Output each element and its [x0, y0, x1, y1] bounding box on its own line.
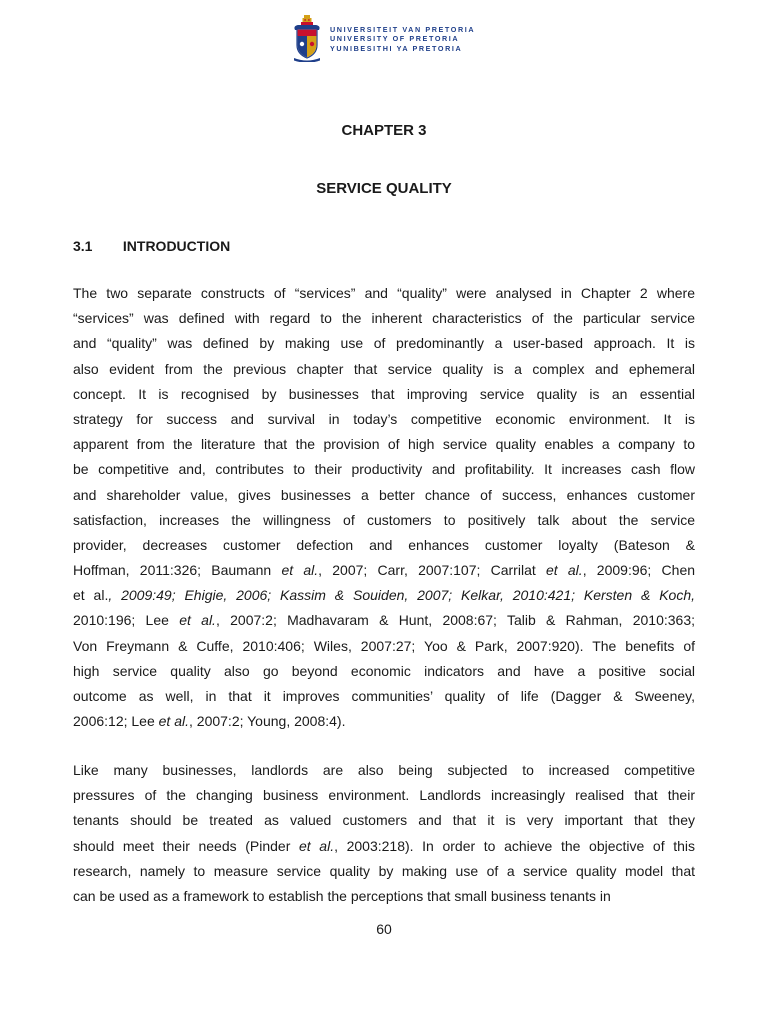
text-segment: , 2003:218). In order to achieve the objective of this [334, 837, 695, 854]
chapter-title: SERVICE QUALITY [316, 180, 452, 197]
text-segment: concept. It is recognised by businesses that improving service quality is an essential [73, 385, 695, 402]
text-segment: , 2007:2; Madhavaram & Hunt, 2008:67; Talib & Rahman, 2010:363; [215, 612, 696, 629]
text-line [73, 634, 695, 659]
italic-text: et al. [179, 612, 216, 629]
text-segment: Like many businesses, landlords are also being subjected to increased competitive [73, 762, 695, 778]
text-segment: provider, decreases customer defection and enhances customer loyalty (Bateson & [73, 536, 695, 553]
text-segment: can be used as a framework to establish the perceptions that small business tenants in [73, 887, 611, 904]
text-line [73, 508, 695, 533]
text-segment: and “quality” was defined by making use of predominantly a user-based approach. It is [73, 335, 695, 352]
text-line [73, 357, 695, 382]
body-paragraph [73, 758, 695, 909]
text-line [73, 608, 695, 633]
section-heading [73, 238, 230, 254]
text-line [73, 306, 695, 331]
text-segment: be competitive and, contributes to their productivity and profitability. It increases cash flow [73, 461, 695, 478]
text-line [73, 834, 695, 859]
page-number: 60 [376, 921, 392, 937]
section-number: 3.1 [73, 238, 93, 254]
italic-text: , 2009:49; Ehigie, 2006; Kassim & Souiden, 2007; Kelkar, 2010:421; Kersten & Koch, [108, 587, 695, 604]
text-segment: The two separate constructs of “services” and “quality” were analysed in Chapter 2 where [73, 285, 695, 301]
text-line [73, 407, 695, 432]
text-line [73, 684, 695, 709]
university-name-sepedi: YUNIBESITHI YA PRETORIA [330, 43, 463, 53]
text-line [73, 483, 695, 508]
text-line [73, 281, 695, 306]
text-segment: strategy for success and survival in today’s competitive economic environment. It is [73, 410, 695, 427]
text-line [73, 533, 695, 558]
text-line [73, 758, 695, 783]
text-segment: , 2009:96; Chen [582, 562, 696, 579]
text-segment: also evident from the previous chapter that service quality is a complex and ephemeral [73, 360, 695, 377]
text-segment: tenants should be treated as valued customers and that it is very important that they [73, 812, 695, 829]
text-line [73, 457, 695, 482]
text-segment: apparent from the literature that the provision of high service quality enables a company to [73, 436, 695, 453]
text-segment: satisfaction, increases the willingness of customers to positively talk about the service [73, 511, 695, 528]
text-line [73, 583, 695, 608]
body-paragraph [73, 281, 695, 734]
text-segment: high service quality also go beyond economic indicators and have a positive social [73, 662, 695, 679]
text-segment: should meet their needs (Pinder [73, 837, 299, 854]
text-segment: et al. [73, 587, 109, 604]
italic-text: et al. [545, 562, 583, 579]
text-segment: pressures of the changing business environment. Landlords increasingly realised that their [73, 787, 695, 804]
text-segment: Hoffman, 2011:326; Baumann [73, 562, 282, 579]
text-line [73, 859, 695, 884]
text-line [73, 808, 695, 833]
italic-text: et al. [281, 562, 319, 579]
text-line [73, 884, 695, 909]
text-line [73, 382, 695, 407]
university-logo [292, 12, 482, 64]
text-line [73, 331, 695, 356]
text-segment: and shareholder value, gives businesses a better chance of success, enhances customer [73, 486, 695, 503]
text-line [73, 783, 695, 808]
text-line [73, 558, 695, 583]
chapter-label: CHAPTER 3 [341, 122, 427, 139]
text-segment: research, namely to measure service quality by making use of a service quality model that [73, 862, 695, 879]
university-crest-icon [292, 14, 322, 62]
university-name-afrikaans: UNIVERSITEIT VAN PRETORIA [330, 24, 476, 34]
text-segment: , 2007; Carr, 2007:107; Carrilat [318, 562, 546, 579]
italic-text: et al. [299, 837, 335, 854]
text-segment: outcome as well, in that it improves communities’ quality of life (Dagger & Sweeney, [73, 688, 695, 704]
text-segment: 2006:12; Lee [73, 713, 159, 730]
university-name-english: UNIVERSITY OF PRETORIA [330, 34, 460, 44]
text-segment: , 2007:2; Young, 2008:4). [189, 713, 346, 730]
text-line [73, 432, 695, 457]
text-segment: Von Freymann & Cuffe, 2010:406; Wiles, 2007:27; Yoo & Park, 2007:920). The benefits of [73, 637, 695, 654]
text-line [73, 659, 695, 684]
university-names [330, 25, 475, 53]
section-title: INTRODUCTION [122, 238, 231, 254]
text-line [73, 709, 695, 734]
text-segment: 2010:196; Lee [73, 612, 180, 629]
italic-text: et al. [158, 713, 189, 730]
text-segment: “services” was defined with regard to the inherent characteristics of the particular service [73, 310, 695, 327]
